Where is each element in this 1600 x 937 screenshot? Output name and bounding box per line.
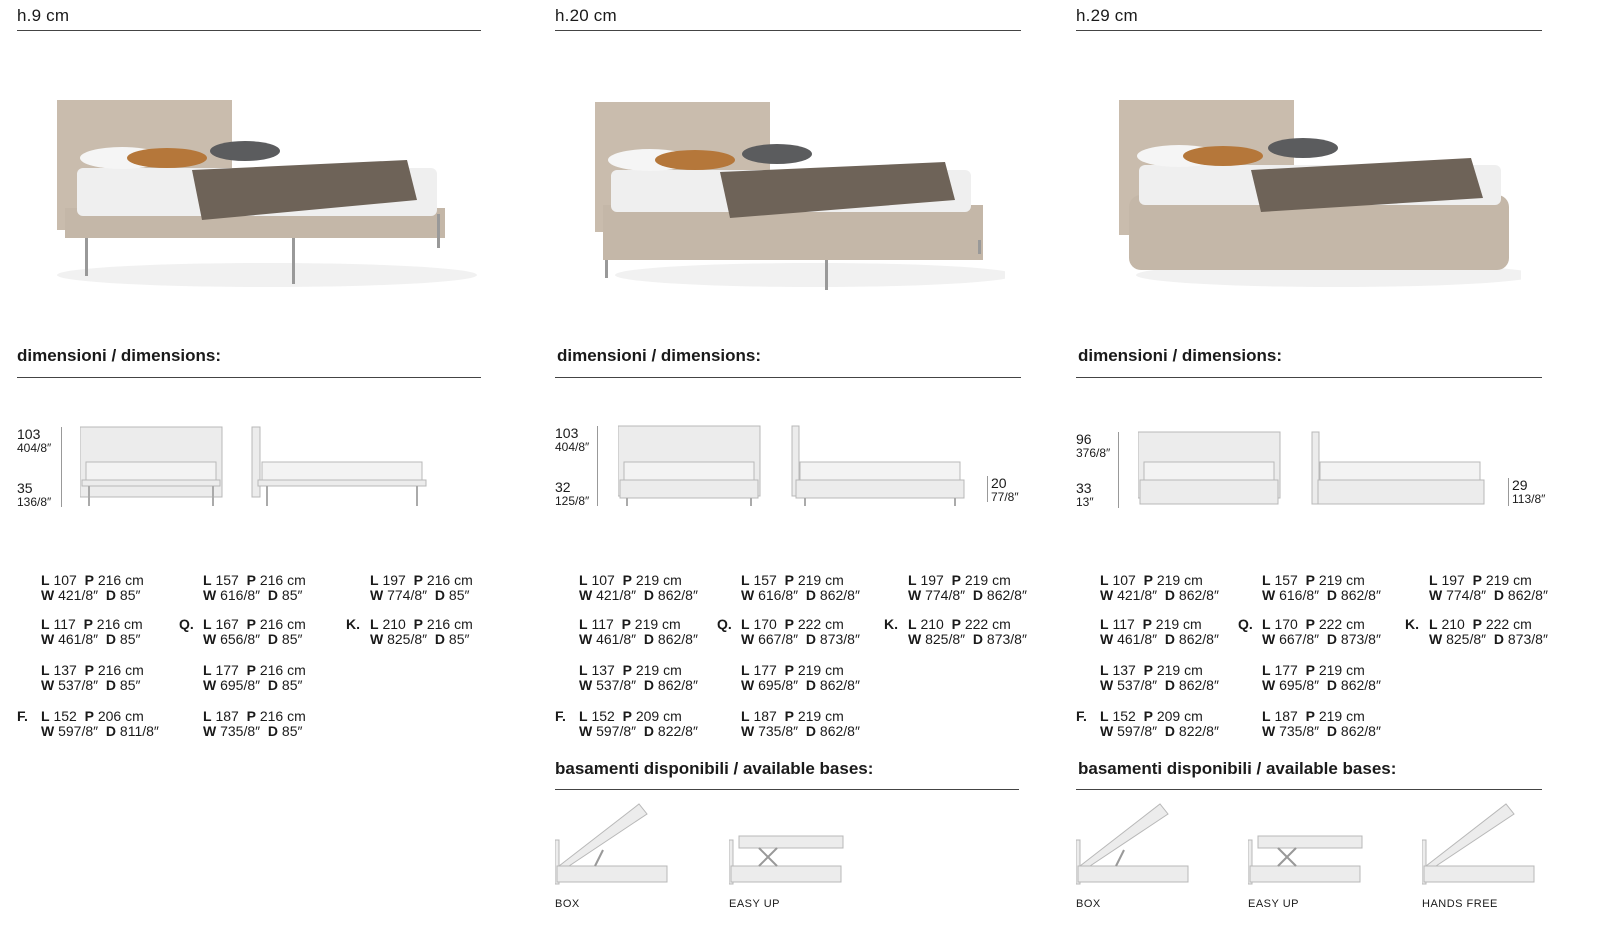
- size-entry: L 157 P 219 cm W 616/8″ D 862/8″: [741, 572, 860, 603]
- size-entry: L 197 P 219 cm W 774/8″ D 862/8″: [908, 572, 1027, 603]
- bases-title: basamenti disponibili / available bases:: [1078, 759, 1397, 778]
- size-entry: L 137 P 219 cm W 537/8″ D 862/8″: [1100, 662, 1219, 693]
- size-entry: L 107 P 219 cm W 421/8″ D 862/8″: [1100, 572, 1219, 603]
- size-entry: L 107 P 216 cm W 421/8″ D 85″: [41, 572, 144, 603]
- front-height-bottom: 32 125/8″: [555, 479, 590, 508]
- size-entry-queen: Q. L 170 P 222 cm W 667/8″ D 873/8″: [717, 616, 860, 647]
- front-height-bottom: 33 13″: [1076, 480, 1094, 509]
- front-height-top: 96 376/8″: [1076, 431, 1111, 460]
- size-entry: L 157 P 219 cm W 616/8″ D 862/8″: [1262, 572, 1381, 603]
- size-entry: L 117 P 219 cm W 461/8″ D 862/8″: [1100, 616, 1219, 647]
- divider: [555, 30, 1021, 31]
- easy-up-base-icon: [1248, 800, 1364, 890]
- size-entry: L 197 P 219 cm W 774/8″ D 862/8″: [1429, 572, 1548, 603]
- side-height: 29 113/8″: [1512, 477, 1546, 506]
- size-entry: L 187 P 216 cm W 735/8″ D 85″: [203, 708, 306, 739]
- size-entry: L 107 P 219 cm W 421/8″ D 862/8″: [579, 572, 698, 603]
- size-entry: L 177 P 219 cm W 695/8″ D 862/8″: [741, 662, 860, 693]
- size-entry-king: K. L 210 P 222 cm W 825/8″ D 873/8″: [1405, 616, 1548, 647]
- height-label: h.9 cm: [17, 6, 70, 25]
- size-entry-queen: Q. L 167 P 216 cm W 656/8″ D 85″: [179, 616, 306, 647]
- divider: [1076, 789, 1542, 790]
- measure-line: [1508, 478, 1509, 506]
- bed-diagram-h20: [618, 420, 968, 512]
- size-entry: L 157 P 216 cm W 616/8″ D 85″: [203, 572, 306, 603]
- base-option-easy-up: EASY UP: [1248, 800, 1364, 895]
- size-entry-king: K. L 210 P 222 cm W 825/8″ D 873/8″: [884, 616, 1027, 647]
- bases-title: basamenti disponibili / available bases:: [555, 759, 874, 778]
- size-entry-king: K. L 210 P 216 cm W 825/8″ D 85″: [346, 616, 473, 647]
- size-entry: L 137 P 216 cm W 537/8″ D 85″: [41, 662, 144, 693]
- divider: [17, 377, 481, 378]
- measure-line: [61, 427, 62, 507]
- size-entry: L 117 P 219 cm W 461/8″ D 862/8″: [579, 616, 698, 647]
- bed-image-h9: [17, 90, 477, 300]
- bed-diagram-h9: [80, 420, 440, 512]
- dimensions-title: dimensioni / dimensions:: [17, 346, 222, 365]
- column-h9: [17, 0, 482, 937]
- size-entry-french: F. L 152 P 206 cm W 597/8″ D 811/8″: [17, 708, 159, 739]
- divider: [1076, 30, 1542, 31]
- bed-image-h29: [1111, 90, 1521, 300]
- box-base-icon: [555, 800, 671, 890]
- column-h29: [1076, 0, 1546, 937]
- divider: [555, 789, 1019, 790]
- size-entry: L 137 P 219 cm W 537/8″ D 862/8″: [579, 662, 698, 693]
- size-entry: L 117 P 216 cm W 461/8″ D 85″: [41, 616, 143, 647]
- bed-image-h20: [585, 90, 1005, 300]
- front-height-bottom: 35 136/8″: [17, 480, 52, 509]
- size-entry: L 187 P 219 cm W 735/8″ D 862/8″: [741, 708, 860, 739]
- measure-line: [1118, 432, 1119, 508]
- box-base-icon: [1076, 800, 1192, 890]
- size-entry: L 177 P 216 cm W 695/8″ D 85″: [203, 662, 306, 693]
- divider: [1076, 377, 1542, 378]
- hands-free-base-icon: [1422, 800, 1538, 890]
- front-height-top: 103 404/8″: [17, 426, 52, 455]
- base-option-hands-free: HANDS FREE: [1422, 800, 1538, 895]
- size-entry-french: F. L 152 P 209 cm W 597/8″ D 822/8″: [555, 708, 698, 739]
- dimensions-title: dimensioni / dimensions:: [1078, 346, 1283, 365]
- size-entry-queen: Q. L 170 P 222 cm W 667/8″ D 873/8″: [1238, 616, 1381, 647]
- size-entry: L 197 P 216 cm W 774/8″ D 85″: [370, 572, 473, 603]
- divider: [555, 377, 1021, 378]
- base-option-box: BOX: [555, 800, 671, 895]
- dimensions-title: dimensioni / dimensions:: [557, 346, 762, 365]
- size-entry: L 187 P 219 cm W 735/8″ D 862/8″: [1262, 708, 1381, 739]
- height-label: h.20 cm: [555, 6, 617, 25]
- front-height-top: 103 404/8″: [555, 425, 590, 454]
- measure-line: [987, 476, 988, 502]
- base-option-easy-up: EASY UP: [729, 800, 845, 895]
- height-label: h.29 cm: [1076, 6, 1138, 25]
- measure-line: [597, 426, 598, 506]
- size-entry: L 177 P 219 cm W 695/8″ D 862/8″: [1262, 662, 1381, 693]
- easy-up-base-icon: [729, 800, 845, 890]
- size-entry-french: F. L 152 P 209 cm W 597/8″ D 822/8″: [1076, 708, 1219, 739]
- column-h20: [555, 0, 1025, 937]
- side-height: 20 77/8″: [991, 475, 1019, 504]
- base-option-box: BOX: [1076, 800, 1192, 895]
- bed-diagram-h29: [1138, 420, 1488, 512]
- divider: [17, 30, 481, 31]
